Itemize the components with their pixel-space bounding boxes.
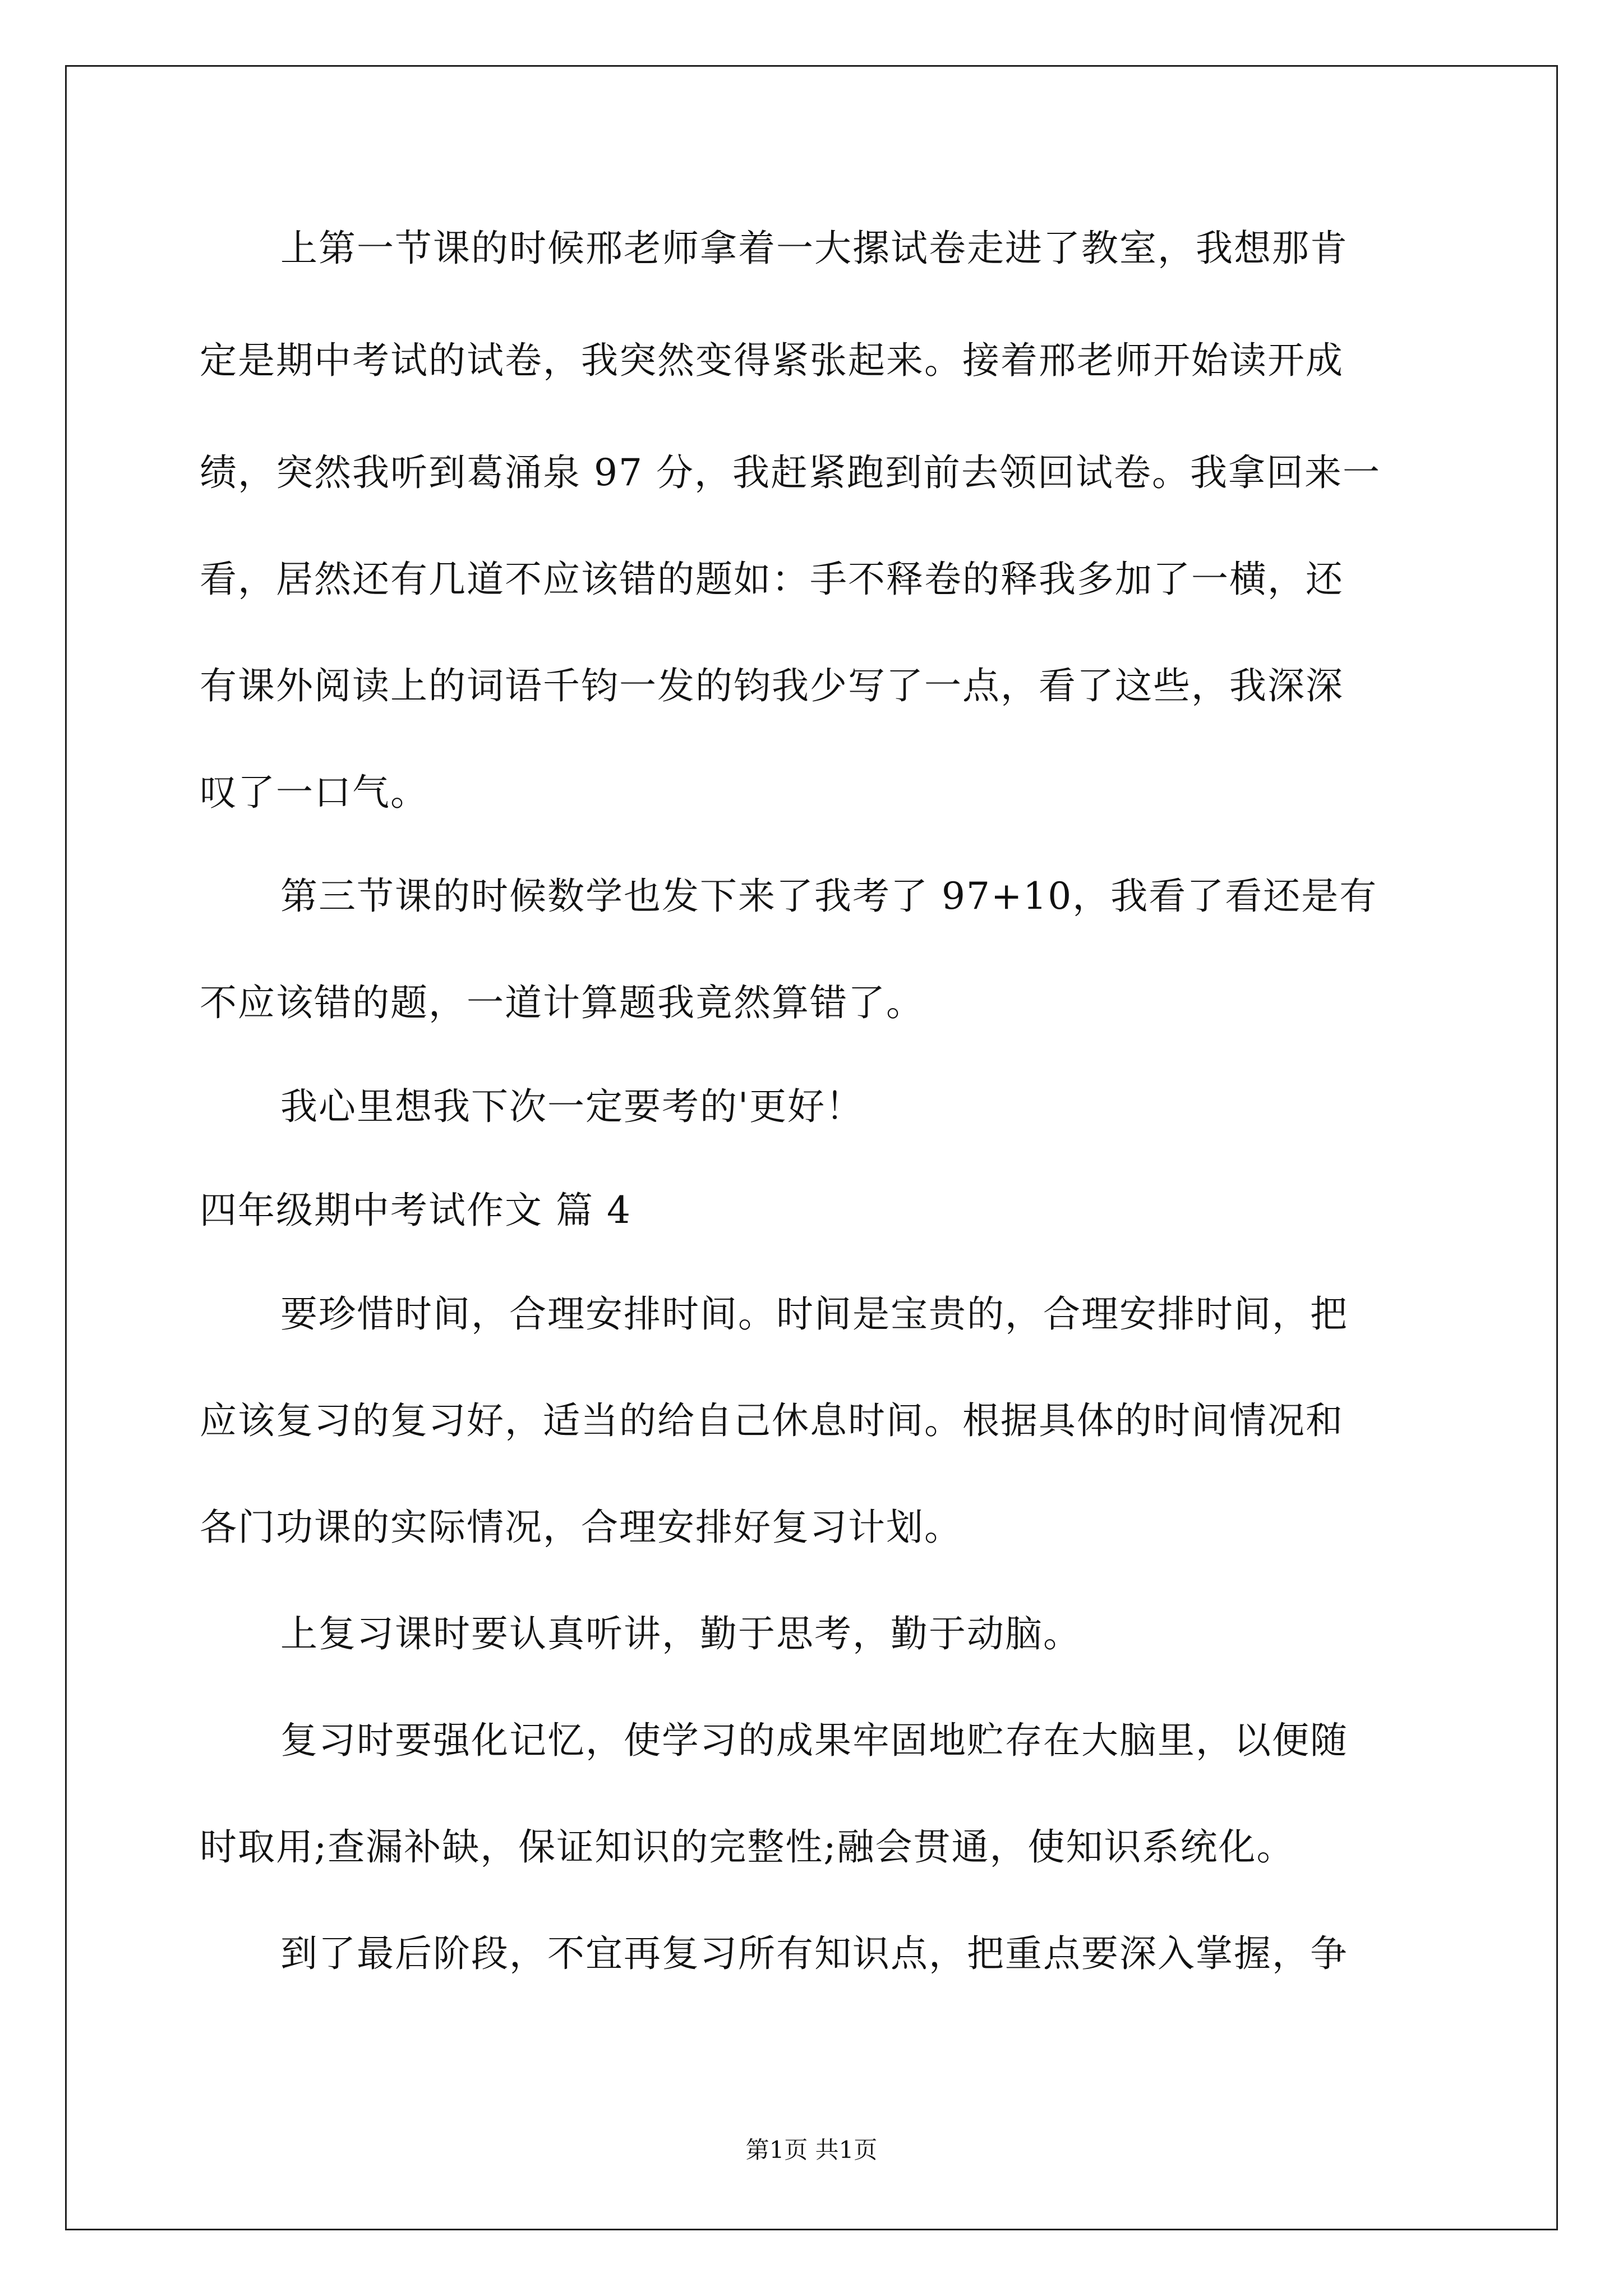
- text-line: 有课外阅读上的词语千钧一发的钧我少写了一点，看了这些，我深深: [200, 664, 1344, 707]
- text-line: 复习时要强化记忆，使学习的成果牢固地贮存在大脑里，以便随: [280, 1719, 1348, 1762]
- section-heading: 四年级期中考试作文 篇 4: [200, 1189, 631, 1232]
- text-line: 看，居然还有几道不应该错的题如：手不释卷的释我多加了一横，还: [200, 558, 1344, 601]
- page-footer: 第1页 共1页: [745, 2136, 878, 2164]
- text-line: 绩，突然我听到葛涌泉 97 分，我赶紧跑到前去领回试卷。我拿回来一: [200, 451, 1381, 494]
- text-line: 上复习课时要认真听讲，勤于思考，勤于动脑。: [280, 1612, 1081, 1655]
- text-line: 第三节课的时候数学也发下来了我考了 97+10，我看了看还是有: [280, 875, 1378, 918]
- page-border: [65, 65, 1558, 2230]
- text-line: 要珍惜时间，合理安排时间。时间是宝贵的，合理安排时间，把: [280, 1292, 1348, 1336]
- text-line: 不应该错的题，一道计算题我竟然算错了。: [200, 981, 924, 1024]
- text-line: 我心里想我下次一定要考的'更好！: [280, 1085, 864, 1128]
- text-line: 各门功课的实际情况，合理安排好复习计划。: [200, 1506, 962, 1549]
- text-line: 上第一节课的时候邢老师拿着一大摞试卷走进了教室，我想那肯: [280, 227, 1348, 270]
- text-line: 应该复习的复习好，适当的给自己休息时间。根据具体的时间情况和: [200, 1399, 1344, 1442]
- text-line: 定是期中考试的试卷，我突然变得紧张起来。接着邢老师开始读开成: [200, 339, 1344, 382]
- text-line: 时取用;查漏补缺，保证知识的完整性;融会贯通，使知识系统化。: [200, 1825, 1295, 1869]
- text-line: 叹了一口气。: [200, 771, 428, 814]
- text-line: 到了最后阶段，不宜再复习所有知识点，把重点要深入掌握，争: [280, 1932, 1348, 1975]
